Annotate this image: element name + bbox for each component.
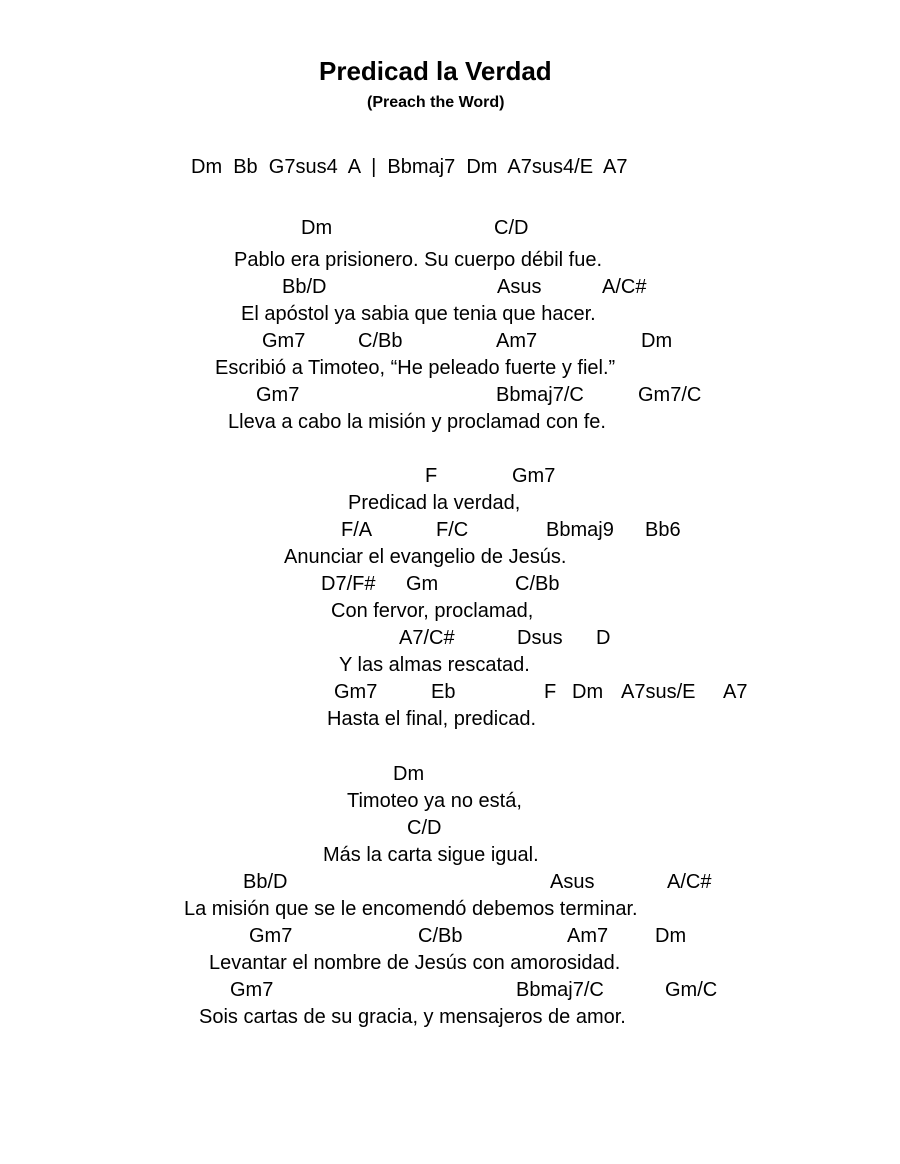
lyric-line: Más la carta sigue igual. <box>323 844 539 866</box>
chord: Gm7 <box>230 979 274 1001</box>
song-subtitle: (Preach the Word) <box>367 94 505 111</box>
chord: Gm <box>406 573 439 595</box>
chord: Bb6 <box>645 519 681 541</box>
lyric-line: Pablo era prisionero. Su cuerpo débil fue. <box>234 249 603 271</box>
chord: Gm/C <box>665 979 718 1001</box>
chord: D <box>596 627 611 649</box>
chord: Dm <box>301 217 333 239</box>
lyric-line: Hasta el final, predicad. <box>327 708 537 730</box>
chord: Asus <box>497 276 542 298</box>
chord: F <box>425 465 438 487</box>
chord: Bb/D <box>282 276 327 298</box>
chord: Asus <box>550 871 595 893</box>
intro-chords: Dm Bb G7sus4 A | Bbmaj7 Dm A7sus4/E A7 <box>191 156 628 178</box>
chord: Gm7 <box>512 465 556 487</box>
lyric-line: Y las almas rescatad. <box>339 654 530 676</box>
chord: F <box>544 681 557 703</box>
chord: Dm <box>641 330 673 352</box>
lyric-line: Con fervor, proclamad, <box>331 600 534 622</box>
chord: C/Bb <box>358 330 403 352</box>
chord: Gm7/C <box>638 384 702 406</box>
chord: A7/C# <box>399 627 455 649</box>
chord: Gm7 <box>334 681 378 703</box>
chord: Gm7 <box>256 384 300 406</box>
lyric-line: Levantar el nombre de Jesús con amorosidad. <box>209 952 621 974</box>
chord: Dm <box>655 925 687 947</box>
lyric-line: El apóstol ya sabia que tenia que hacer. <box>241 303 596 325</box>
chord: C/Bb <box>515 573 560 595</box>
lyric-line: Escribió a Timoteo, “He peleado fuerte y fiel.” <box>215 357 616 379</box>
lyric-line: Predicad la verdad, <box>348 492 521 514</box>
lyric-line: Lleva a cabo la misión y proclamad con fe. <box>228 411 606 433</box>
chord: Am7 <box>567 925 609 947</box>
chord: Bbmaj7/C <box>516 979 604 1001</box>
chord: Bbmaj9 <box>546 519 614 541</box>
lyric-line: Anunciar el evangelio de Jesús. <box>284 546 567 568</box>
chord: Bbmaj7/C <box>496 384 584 406</box>
lyric-line: Timoteo ya no está, <box>347 790 522 812</box>
chord: F/C <box>436 519 469 541</box>
chord: A/C# <box>667 871 712 893</box>
chord: Gm7 <box>262 330 306 352</box>
chord: C/D <box>494 217 529 239</box>
song-title: Predicad la Verdad <box>319 56 552 86</box>
chord: C/D <box>407 817 442 839</box>
chord: A/C# <box>602 276 647 298</box>
chord: Dsus <box>517 627 563 649</box>
chord: A7 <box>723 681 748 703</box>
chord: A7sus/E <box>621 681 696 703</box>
chord: D7/F# <box>321 573 376 595</box>
chord: Dm <box>572 681 604 703</box>
chord: Eb <box>431 681 456 703</box>
chord: Gm7 <box>249 925 293 947</box>
chord: Am7 <box>496 330 538 352</box>
chord: Dm <box>393 763 425 785</box>
chord: Bb/D <box>243 871 288 893</box>
lyric-line: Sois cartas de su gracia, y mensajeros de amor. <box>199 1006 626 1028</box>
lyric-line: La misión que se le encomendó debemos terminar. <box>184 898 638 920</box>
chord: F/A <box>341 519 373 541</box>
chord: C/Bb <box>418 925 463 947</box>
